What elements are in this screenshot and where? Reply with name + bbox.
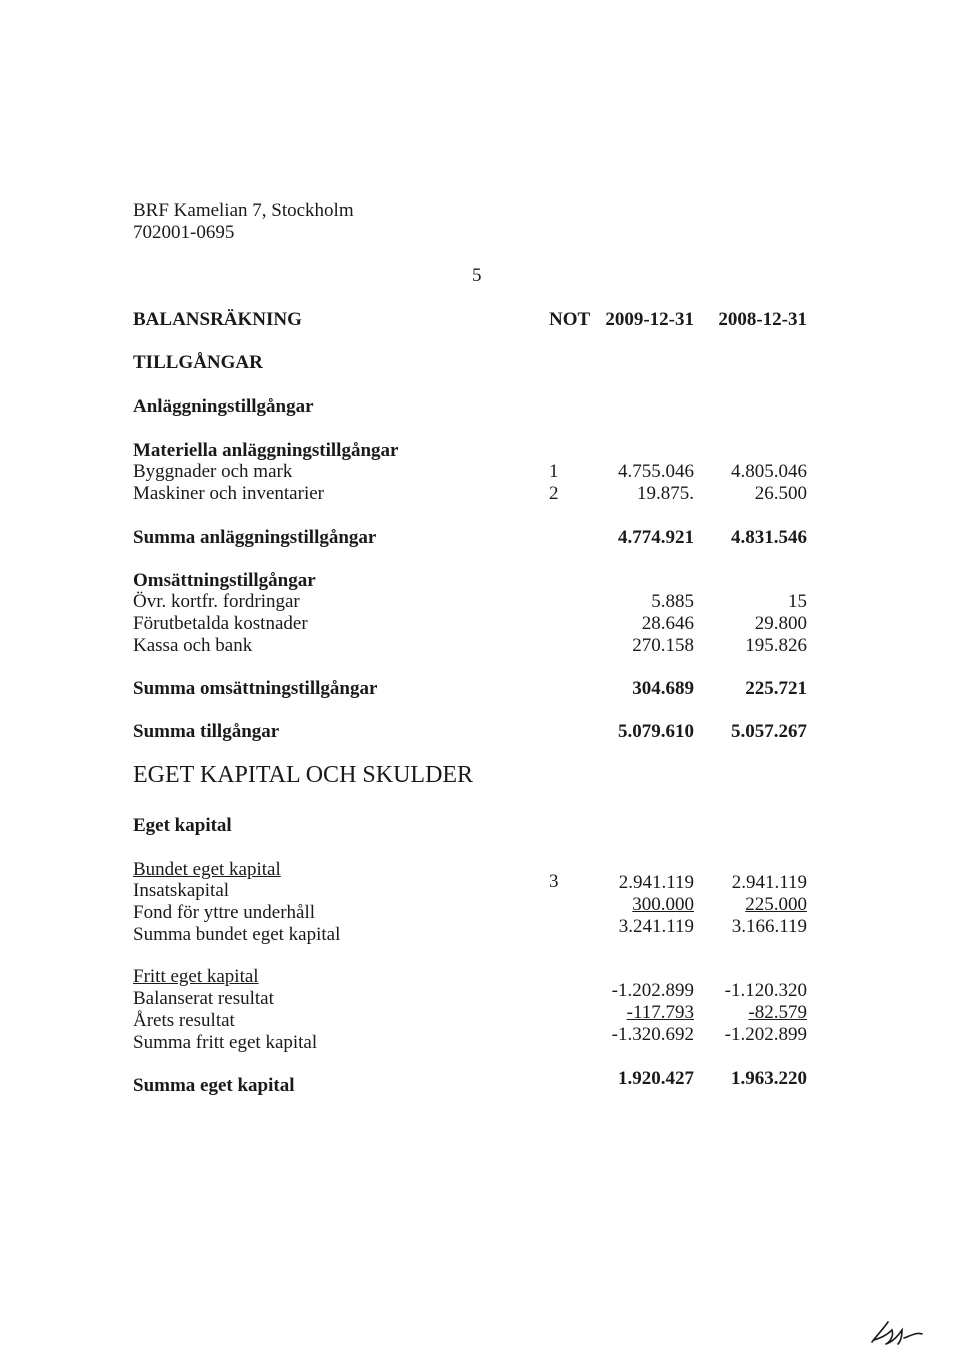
- value-2008: 4.831.546: [731, 527, 807, 548]
- value-2009: 28.646: [641, 613, 694, 634]
- value-2009: 304.689: [632, 678, 694, 699]
- value-2009: -1.320.692: [611, 1024, 694, 1045]
- row-label: Summa eget kapital: [133, 1075, 295, 1096]
- value-2009: 4.755.046: [618, 461, 694, 482]
- assets-heading: TILLGÅNGAR: [133, 352, 263, 373]
- row-label: Summa omsättningstillgångar: [133, 678, 378, 699]
- value-2009: 270.158: [632, 635, 694, 656]
- value-2008: 29.800: [754, 613, 807, 634]
- row-label: Årets resultat: [133, 1010, 235, 1031]
- value-2008: 225.000: [745, 894, 807, 915]
- row-label: Kassa och bank: [133, 635, 253, 656]
- value-2008: -1.120.320: [724, 980, 807, 1001]
- page-title: BALANSRÄKNING: [133, 309, 302, 330]
- note-column-header: NOT: [549, 309, 591, 330]
- current-assets-heading: Omsättningstillgångar: [133, 570, 316, 591]
- value-2009: 300.000: [632, 894, 694, 915]
- signature-initials-icon: [868, 1316, 928, 1348]
- organization-name: BRF Kamelian 7, Stockholm: [133, 200, 354, 221]
- value-2008: 1.963.220: [731, 1068, 807, 1089]
- unrestricted-equity-heading: Fritt eget kapital: [133, 966, 259, 987]
- row-label: Insatskapital: [133, 880, 230, 901]
- value-2009: -1.202.899: [611, 980, 694, 1001]
- value-2008: 225.721: [745, 678, 807, 699]
- value-2009: 4.774.921: [618, 527, 694, 548]
- row-label: Summa bundet eget kapital: [133, 924, 341, 945]
- column-header-2008: 2008-12-31: [718, 309, 807, 330]
- column-header-2009: 2009-12-31: [605, 309, 694, 330]
- tangible-assets-heading: Materiella anläggningstillgångar: [133, 440, 399, 461]
- value-2008: 26.500: [754, 483, 807, 504]
- value-2009: 19.875.: [637, 483, 694, 504]
- row-note: 2: [549, 483, 559, 504]
- value-2008: 4.805.046: [731, 461, 807, 482]
- row-label: Balanserat resultat: [133, 988, 274, 1009]
- value-2009: 2.941.119: [618, 872, 694, 893]
- value-2008: 195.826: [745, 635, 807, 656]
- value-2008: 15: [788, 591, 807, 612]
- value-2008: 5.057.267: [731, 721, 807, 742]
- value-2009: -117.793: [626, 1002, 694, 1023]
- value-2008: -1.202.899: [724, 1024, 807, 1045]
- page-number: 5: [472, 265, 482, 286]
- value-2008: -82.579: [748, 1002, 807, 1023]
- row-note: 1: [549, 461, 559, 482]
- value-2009: 5.079.610: [618, 721, 694, 742]
- row-label: Summa fritt eget kapital: [133, 1032, 318, 1053]
- row-label: Byggnader och mark: [133, 461, 293, 482]
- row-label: Fond för yttre underhåll: [133, 902, 316, 923]
- row-label: Maskiner och inventarier: [133, 483, 324, 504]
- row-label: Övr. kortfr. fordringar: [133, 591, 300, 612]
- fixed-assets-heading: Anläggningstillgångar: [133, 396, 314, 417]
- equity-liabilities-heading: EGET KAPITAL OCH SKULDER: [133, 762, 474, 788]
- value-2009: 1.920.427: [618, 1068, 694, 1089]
- row-label: Förutbetalda kostnader: [133, 613, 308, 634]
- row-label: Summa anläggningstillgångar: [133, 527, 377, 548]
- row-note: 3: [549, 871, 559, 892]
- restricted-equity-heading: Bundet eget kapital: [133, 859, 281, 880]
- value-2009: 5.885: [651, 591, 694, 612]
- equity-subheading: Eget kapital: [133, 815, 232, 836]
- row-label: Summa tillgångar: [133, 721, 280, 742]
- organization-number: 702001-0695: [133, 222, 235, 243]
- value-2008: 2.941.119: [731, 872, 807, 893]
- value-2009: 3.241.119: [618, 916, 694, 937]
- value-2008: 3.166.119: [731, 916, 807, 937]
